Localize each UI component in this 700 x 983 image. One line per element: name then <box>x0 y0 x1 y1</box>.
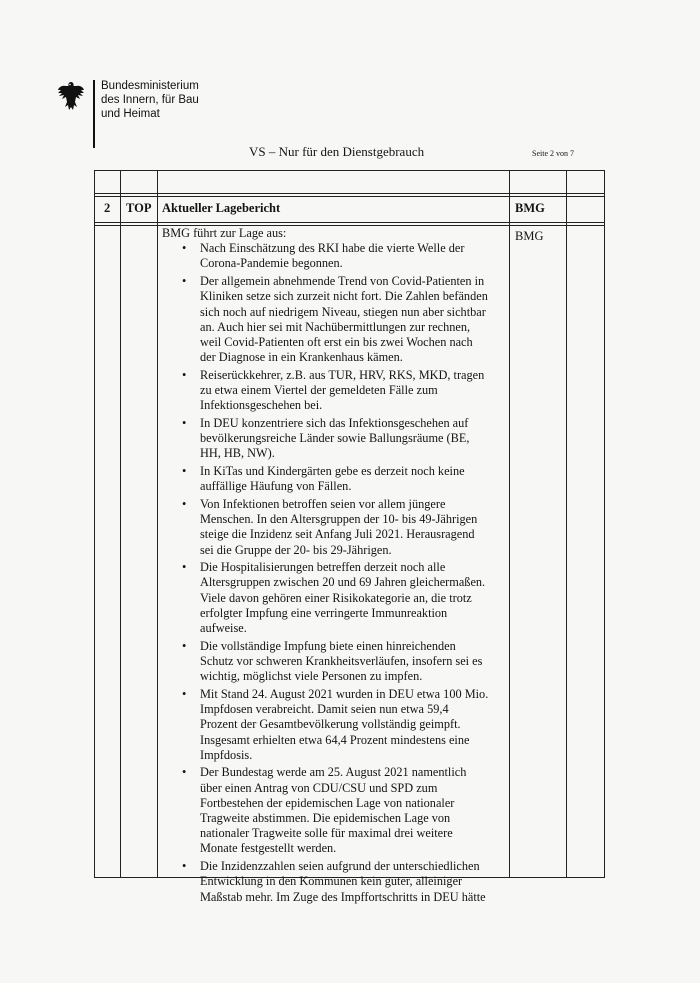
bullet-line: Monate festgestellt werden. <box>200 841 337 856</box>
ministry-name <box>101 79 199 121</box>
bullet-line: Entwicklung in den Kommunen kein guter, alleiniger <box>200 874 463 889</box>
bullet-item <box>162 765 507 856</box>
bullet-line: Menschen. In den Altersgruppen der 10- bis 49-Jährigen <box>200 512 478 527</box>
federal-eagle-icon <box>56 80 86 114</box>
bullet-dot-icon: • <box>182 367 187 382</box>
page-number: Seite 2 von 7 <box>532 149 574 158</box>
bullet-line: Altersgruppen zwischen 20 und 69 Jahren gleichermaßen. <box>200 575 486 590</box>
ministry-line-2: des Innern, für Bau <box>101 94 199 106</box>
bullet-line: über einen Antrag von CDU/CSU und SPD zum <box>200 780 438 795</box>
bullet-line: Insgesamt erhielten etwa 64,4 Prozent mindestens eine <box>200 732 470 747</box>
body-responsible: BMG <box>515 229 544 243</box>
bullet-line: Die vollständige Impfung biete einen hinreichenden <box>200 638 456 653</box>
bullet-dot-icon: • <box>182 765 187 780</box>
bullet-line: sich noch auf niedrigem Niveau, stiegen nun aber sichtbar <box>200 304 486 319</box>
bullet-line: Kliniken setze sich zurzeit nicht fort. Die Zahlen befänden <box>200 289 488 304</box>
bullet-line: wichtig, möglichst viele Personen zu impfen. <box>200 669 423 684</box>
ministry-line-1: Bundesministerium <box>101 80 199 92</box>
bullet-line: erfolgter Impfung eine verringerte Immunreaktion <box>200 605 448 620</box>
ministry-line-3: und Heimat <box>101 108 160 120</box>
bullet-line: Infektionsgeschehen bei. <box>200 398 323 413</box>
bullet-line: der Diagnose in ein Krankenhaus kämen. <box>200 350 403 365</box>
bullet-line: steige die Inzidenz seit Anfang Juli 2021. Herausragend <box>200 527 475 542</box>
bullet-line: Viele davon gehören einer Risikokategorie an, die trotz <box>200 590 472 605</box>
bullet-list <box>162 241 507 905</box>
bullet-line: Impfdosen verabreicht. Damit seien nun etwa 59,4 <box>200 702 449 717</box>
bullet-line: Maßstab mehr. Im Zuge des Impffortschritts in DEU hätte <box>200 889 486 904</box>
bullet-line: HH, HB, NW). <box>200 446 275 461</box>
bullet-item <box>162 560 507 636</box>
classification-label: VS – Nur für den Dienstgebrauch <box>249 144 425 159</box>
bullet-line: Reiserückkehrer, z.B. aus TUR, HRV, RKS, MKD, tragen <box>200 367 485 382</box>
bullet-line: weil Covid-Patienten oft erst ein bis zwei Wochen nach <box>200 334 473 349</box>
bullet-dot-icon: • <box>182 415 187 430</box>
bullet-dot-icon: • <box>182 686 187 701</box>
row-responsible: BMG <box>515 201 545 215</box>
row-title: Aktueller Lagebericht <box>162 201 281 215</box>
bullet-item <box>162 687 507 763</box>
bullet-line: zu etwa einem Viertel der gemeldeten Fälle zum <box>200 383 438 398</box>
bullet-item <box>162 274 507 365</box>
bullet-line: Tragweite abstimmen. Die epidemischen Lage von <box>200 811 451 826</box>
bullet-line: Von Infektionen betroffen seien vor allem jüngere <box>200 496 446 511</box>
bullet-dot-icon: • <box>182 274 187 289</box>
bullet-line: Der allgemein abnehmende Trend von Covid-Patienten in <box>200 274 485 289</box>
bullet-dot-icon: • <box>182 496 187 511</box>
bullet-line: aufweise. <box>200 621 247 636</box>
row-type: TOP <box>126 201 152 215</box>
bullet-dot-icon: • <box>182 464 187 479</box>
bullet-line: Mit Stand 24. August 2021 wurden in DEU etwa 100 Mio. <box>200 686 489 701</box>
bullet-item <box>162 368 507 414</box>
bullet-dot-icon: • <box>182 859 187 874</box>
bullet-item <box>162 416 507 462</box>
bullet-item <box>162 464 507 494</box>
bullet-item <box>162 859 507 905</box>
bullet-line: Prozent der Gesamtbevölkerung vollständig geimpft. <box>200 717 461 732</box>
bullet-line: nationaler Tragweite solle für maximal drei weitere <box>200 826 453 841</box>
bullet-line: Die Inzidenzzahlen seien aufgrund der unterschiedlichen <box>200 859 480 874</box>
letterhead-rule <box>93 80 95 148</box>
content-intro: BMG führt zur Lage aus: <box>162 226 287 240</box>
bullet-dot-icon: • <box>182 241 187 256</box>
bullet-line: Schutz vor schweren Krankheitsverläufen, insofern sei es <box>200 653 483 668</box>
bullet-line: bevölkerungsreiche Länder sowie Ballungsräume (BE, <box>200 431 470 446</box>
bullet-item <box>162 639 507 685</box>
bullet-line: Fortbestehen der epidemischen Lage von nationaler <box>200 795 455 810</box>
bullet-line: Corona-Pandemie begonnen. <box>200 256 343 271</box>
bullet-line: auffällige Häufung von Fällen. <box>200 479 352 494</box>
bullet-dot-icon: • <box>182 638 187 653</box>
lagebericht-content <box>162 226 507 907</box>
bullet-dot-icon: • <box>182 560 187 575</box>
bullet-line: an. Auch hier sei mit Nachübermittlungen zur rechnen, <box>200 319 471 334</box>
bullet-line: Nach Einschätzung des RKI habe die vierte Welle der <box>200 241 465 256</box>
bullet-line: In DEU konzentriere sich das Infektionsgeschehen auf <box>200 415 469 430</box>
bullet-line: Die Hospitalisierungen betreffen derzeit noch alle <box>200 560 446 575</box>
bullet-item <box>162 497 507 558</box>
bullet-line: sei die Gruppe der 20- bis 29-Jährigen. <box>200 542 392 557</box>
bullet-line: Der Bundestag werde am 25. August 2021 namentlich <box>200 765 467 780</box>
row-number: 2 <box>104 201 111 215</box>
bullet-item <box>162 241 507 271</box>
bullet-line: In KiTas und Kindergärten gebe es derzeit noch keine <box>200 464 465 479</box>
bullet-line: Impfdosis. <box>200 747 253 762</box>
